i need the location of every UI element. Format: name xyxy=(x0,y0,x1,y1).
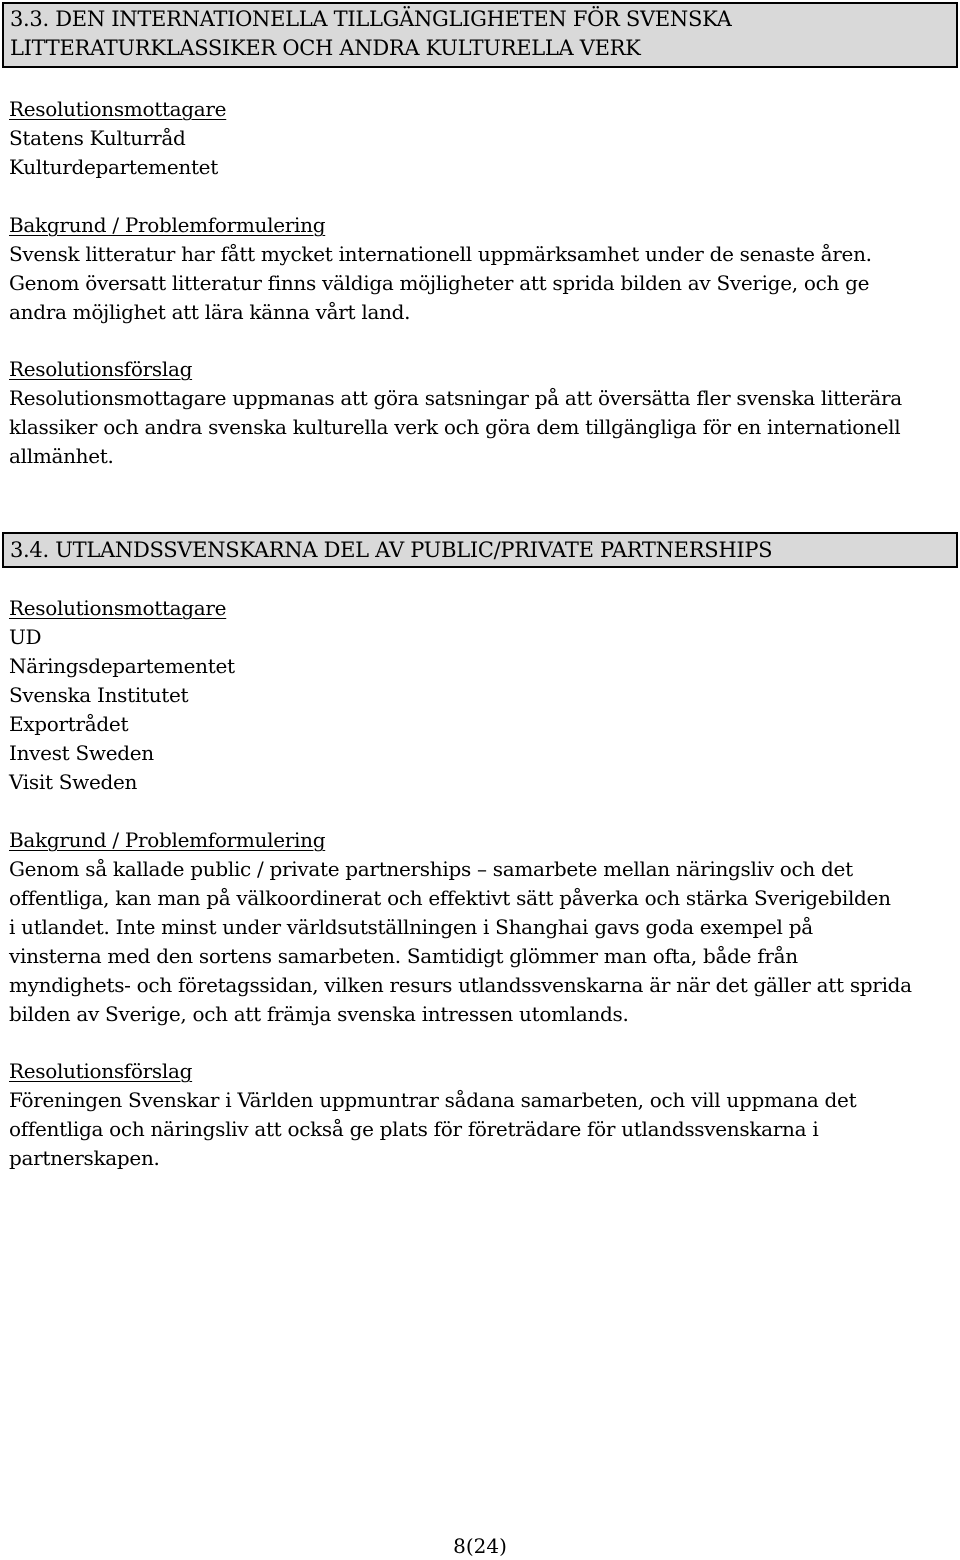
paragraph-line: Svensk litteratur har fått mycket internationell uppmärksamhet under de senaste åren. xyxy=(9,242,872,266)
recipient-item: Svenska Institutet xyxy=(9,683,189,707)
paragraph-line: offentliga och näringsliv att också ge plats för företrädare för utlandssvenskarna i xyxy=(9,1117,819,1141)
paragraph-line: myndighets- och företagssidan, vilken resurs utlandssvenskarna är när det gäller att sprida xyxy=(9,973,912,997)
section-3-3-recipients xyxy=(9,95,953,182)
section-3-4-header-line: 3.4. UTLANDSSVENSKARNA DEL AV PUBLIC/PRIVATE PARTNERSHIPS xyxy=(10,538,773,562)
paragraph-line: Genom så kallade public / private partnerships – samarbete mellan näringsliv och det xyxy=(9,857,853,881)
paragraph-line: partnerskapen. xyxy=(9,1146,160,1170)
section-3-3-header-line: 3.3. DEN INTERNATIONELLA TILLGÄNGLIGHETEN FÖR SVENSKA xyxy=(10,7,732,31)
recipient-item: UD xyxy=(9,625,42,649)
recipient-item: Kulturdepartementet xyxy=(9,155,218,179)
section-3-3-proposal xyxy=(9,355,953,471)
proposal-heading: Resolutionsförslag xyxy=(9,357,193,381)
recipient-item: Näringsdepartementet xyxy=(9,654,235,678)
paragraph-line: vinsterna med den sortens samarbeten. Samtidigt glömmer man ofta, både från xyxy=(9,944,798,968)
section-3-4-background xyxy=(9,826,953,1029)
section-3-3-background xyxy=(9,211,953,327)
recipients-heading: Resolutionsmottagare xyxy=(9,596,227,620)
background-heading: Bakgrund / Problemformulering xyxy=(9,213,326,237)
paragraph-line: bilden av Sverige, och att främja svenska intressen utomlands. xyxy=(9,1002,629,1026)
section-3-4-proposal xyxy=(9,1057,953,1173)
recipient-item: Exportrådet xyxy=(9,712,129,736)
page-number: 8(24) xyxy=(453,1534,507,1558)
section-3-4-recipients xyxy=(9,594,953,797)
paragraph-line: andra möjlighet att lära känna vårt land. xyxy=(9,300,411,324)
paragraph-line: i utlandet. Inte minst under världsutställningen i Shanghai gavs goda exempel på xyxy=(9,915,813,939)
proposal-heading: Resolutionsförslag xyxy=(9,1059,193,1083)
recipients-heading: Resolutionsmottagare xyxy=(9,97,227,121)
paragraph-line: Genom översatt litteratur finns väldiga möjligheter att sprida bilden av Sverige, och ge xyxy=(9,271,870,295)
background-heading: Bakgrund / Problemformulering xyxy=(9,828,326,852)
recipient-item: Invest Sweden xyxy=(9,741,154,765)
paragraph-line: offentliga, kan man på välkoordinerat och effektivt sätt påverka och stärka Sverigebilden xyxy=(9,886,891,910)
paragraph-line: Föreningen Svenskar i Världen uppmuntrar sådana samarbeten, och vill uppmana det xyxy=(9,1088,857,1112)
section-3-4-header xyxy=(2,532,958,568)
recipient-item: Visit Sweden xyxy=(9,770,138,794)
section-3-3-header-line: LITTERATURKLASSIKER OCH ANDRA KULTURELLA VERK xyxy=(10,36,641,60)
paragraph-line: allmänhet. xyxy=(9,444,114,468)
paragraph-line: Resolutionsmottagare uppmanas att göra satsningar på att översätta fler svenska litterära xyxy=(9,386,902,410)
recipient-item: Statens Kulturråd xyxy=(9,126,186,150)
section-3-3-header xyxy=(2,2,958,68)
paragraph-line: klassiker och andra svenska kulturella verk och göra dem tillgängliga för en internationell xyxy=(9,415,901,439)
